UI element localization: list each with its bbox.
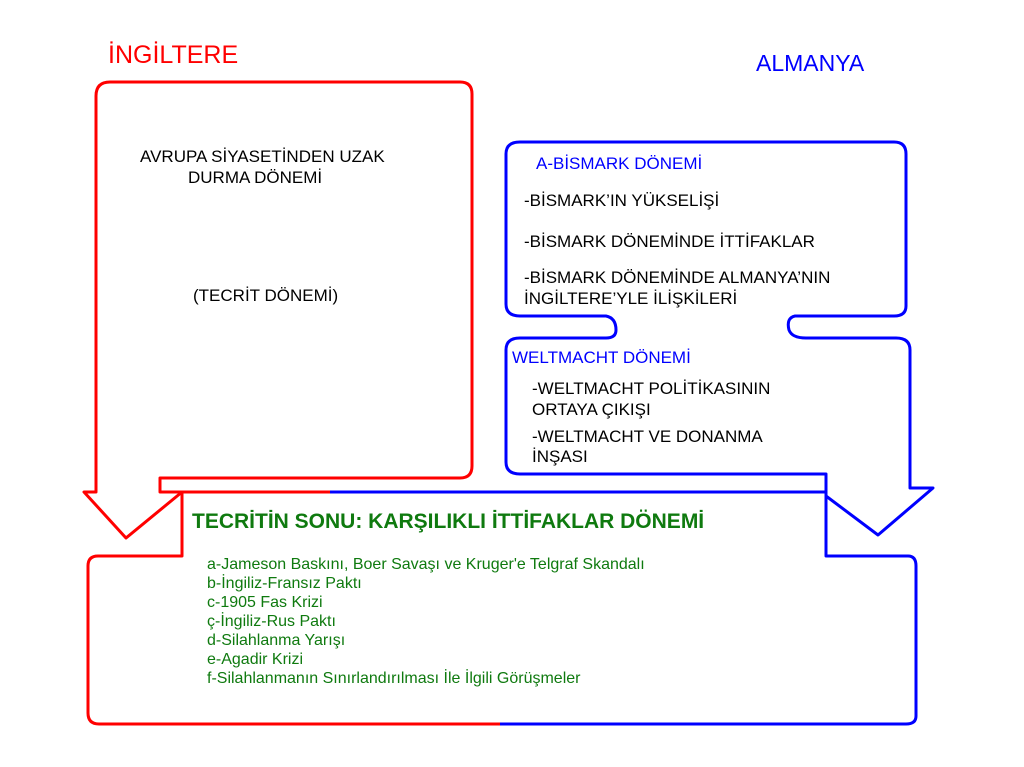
- ingiltere-isolation-note: (TECRİT DÖNEMİ): [193, 286, 339, 305]
- ingiltere-period-line2: DURMA DÖNEMİ: [188, 168, 323, 187]
- list-item: f-Silahlanmanın Sınırlandırılması İle İlgili Görüşmeler: [207, 670, 581, 687]
- list-item: c-1905 Fas Krizi: [207, 594, 323, 611]
- list-item: b-İngiliz-Fransız Paktı: [207, 575, 362, 592]
- bottom-heading: TECRİTİN SONU: KARŞILIKLI İTTİFAKLAR DÖNEMİ: [192, 510, 705, 533]
- ingiltere-period-line1: AVRUPA SİYASETİNDEN UZAK: [140, 147, 385, 166]
- bismark-item-rise: -BİSMARK’IN YÜKSELİŞİ: [524, 191, 720, 210]
- list-item: a-Jameson Baskını, Boer Savaşı ve Kruger'e Telgraf Skandalı: [207, 556, 645, 573]
- bismark-item-relations-line1: -BİSMARK DÖNEMİNDE ALMANYA’NIN: [524, 268, 831, 287]
- weltmacht-item-policy-line2: ORTAYA ÇIKIŞI: [532, 400, 651, 419]
- weltmacht-item-navy-line2: İNŞASI: [532, 447, 588, 466]
- weltmacht-item-navy-line1: -WELTMACHT VE DONANMA: [532, 427, 763, 446]
- bismark-heading: A-BİSMARK DÖNEMİ: [536, 154, 703, 173]
- almanya-title: ALMANYA: [756, 50, 865, 76]
- weltmacht-heading: WELTMACHT DÖNEMİ: [512, 348, 691, 367]
- bismark-item-relations-line2: İNGİLTERE’YLE İLİŞKİLERİ: [524, 289, 738, 308]
- bismark-item-alliances: -BİSMARK DÖNEMİNDE İTTİFAKLAR: [524, 232, 815, 251]
- list-item: d-Silahlanma Yarışı: [207, 632, 346, 649]
- ingiltere-title: İNGİLTERE: [108, 41, 239, 69]
- list-item: ç-İngiliz-Rus Paktı: [207, 613, 336, 630]
- weltmacht-item-policy-line1: -WELTMACHT POLİTİKASININ: [532, 379, 771, 398]
- list-item: e-Agadir Krizi: [207, 651, 304, 668]
